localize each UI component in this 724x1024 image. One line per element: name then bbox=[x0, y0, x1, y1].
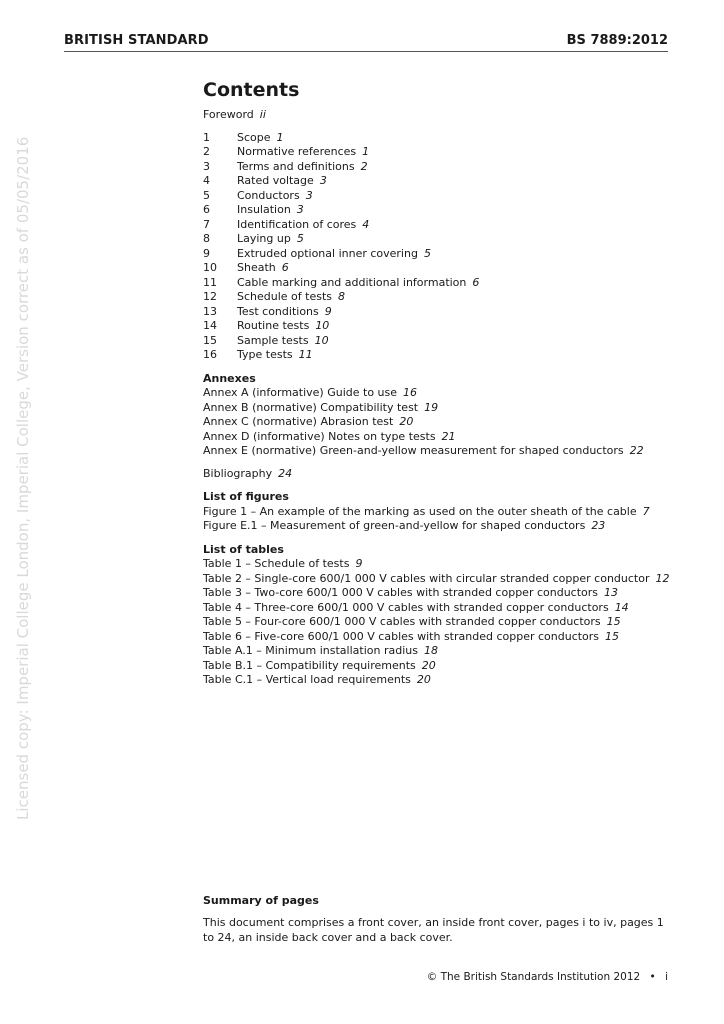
toc-entry-label: Table B.1 – Compatibility requirements bbox=[203, 658, 416, 672]
toc-entry-label: Table 1 – Schedule of tests bbox=[203, 557, 350, 570]
toc-entry-label: Routine tests bbox=[237, 319, 310, 332]
toc-entry[interactable] bbox=[203, 290, 673, 305]
toc-entry-page: 13 bbox=[604, 586, 619, 599]
toc-entry-label: Normative references bbox=[237, 145, 357, 158]
toc-entry-label: Laying up bbox=[237, 232, 291, 245]
toc-entry-page: 3 bbox=[305, 188, 313, 202]
toc-entry[interactable] bbox=[203, 444, 673, 459]
toc-entry-label: Sheath bbox=[237, 261, 276, 274]
toc-entry[interactable] bbox=[203, 348, 673, 363]
toc-entry-page: 3 bbox=[319, 174, 327, 187]
toc-entry-page: 18 bbox=[423, 644, 438, 657]
toc-entry[interactable] bbox=[203, 415, 673, 430]
toc-entry-label: Test conditions bbox=[237, 304, 319, 318]
toc-clauses-list bbox=[203, 131, 673, 363]
toc-entry-label: Table A.1 – Minimum installation radius bbox=[203, 644, 418, 657]
toc-entry[interactable] bbox=[203, 160, 673, 175]
toc-entry-number: 1 bbox=[203, 130, 210, 144]
toc-entry-label: Terms and definitions bbox=[237, 159, 355, 173]
toc-entry[interactable] bbox=[203, 131, 673, 146]
toc-entry-label: Table 6 – Five-core 600/1 000 V cables with stranded copper conductors bbox=[203, 629, 600, 643]
running-header-right: BS 7889:2012 bbox=[566, 33, 668, 48]
toc-entry-page: 21 bbox=[441, 429, 456, 443]
toc-entry-label: Rated voltage bbox=[237, 174, 314, 187]
toc-entry-label: Schedule of tests bbox=[237, 290, 332, 303]
toc-entry-number: 2 bbox=[203, 145, 210, 158]
toc-entry-number: 12 bbox=[203, 290, 217, 303]
toc-entry-label: Scope bbox=[237, 130, 271, 144]
page-title: Contents bbox=[203, 79, 300, 101]
tables-heading: List of tables bbox=[203, 542, 284, 556]
toc-figures-list bbox=[203, 505, 673, 534]
toc-entry[interactable] bbox=[203, 276, 673, 291]
toc-annexes-list bbox=[203, 386, 673, 459]
toc-entry[interactable] bbox=[203, 519, 673, 534]
toc-entry-page: 4 bbox=[362, 217, 370, 231]
toc-entry-page: 9 bbox=[355, 557, 363, 570]
toc-entry-number: 16 bbox=[203, 348, 217, 361]
toc-entry[interactable] bbox=[203, 505, 673, 520]
toc-entry-label: Type tests bbox=[237, 348, 293, 361]
toc-entry-label: Extruded optional inner covering bbox=[237, 246, 418, 260]
toc-entry-label: Foreword bbox=[203, 108, 254, 121]
toc-entry-label: Sample tests bbox=[237, 333, 309, 347]
toc-entry[interactable] bbox=[203, 203, 673, 218]
toc-entry[interactable] bbox=[203, 586, 673, 601]
running-header-left: BRITISH STANDARD bbox=[64, 33, 209, 48]
toc-entry-page: 22 bbox=[629, 444, 644, 457]
toc-entry[interactable] bbox=[203, 601, 673, 616]
contents-section bbox=[203, 78, 673, 688]
toc-entry[interactable] bbox=[203, 673, 673, 688]
toc-entry-page: 7 bbox=[642, 504, 650, 518]
toc-entry-label: Annex B (normative) Compatibility test bbox=[203, 400, 419, 414]
toc-entry[interactable] bbox=[203, 401, 673, 416]
toc-entry-label: Figure 1 – An example of the marking as used on the outer sheath of the cable bbox=[203, 504, 637, 518]
toc-entry-page: 14 bbox=[614, 600, 629, 614]
toc-entry-page: 16 bbox=[403, 386, 418, 399]
toc-entry[interactable] bbox=[203, 305, 673, 320]
toc-entry-number: 10 bbox=[203, 261, 217, 274]
toc-entry[interactable] bbox=[203, 430, 673, 445]
toc-entry-label: Annex C (normative) Abrasion test bbox=[203, 415, 394, 428]
toc-entry[interactable] bbox=[203, 572, 673, 587]
toc-entry[interactable] bbox=[203, 659, 673, 674]
toc-entry-page: 20 bbox=[421, 658, 436, 672]
toc-entry-label: Annex E (normative) Green-and-yellow measurement for shaped conductors bbox=[203, 444, 624, 457]
summary-text: This document comprises a front cover, an inside front cover, pages i to iv, pages 1 to 24, an inside back cover and a back cover. bbox=[203, 916, 664, 944]
toc-entry-page: 9 bbox=[324, 304, 332, 318]
annexes-heading: Annexes bbox=[203, 371, 256, 385]
toc-entry[interactable] bbox=[203, 218, 673, 233]
toc-entry-label: Annex A (informative) Guide to use bbox=[203, 386, 398, 399]
toc-entry-number: 11 bbox=[203, 275, 217, 289]
toc-entry-label: Table C.1 – Vertical load requirements bbox=[203, 673, 411, 686]
toc-entry[interactable] bbox=[203, 261, 673, 276]
toc-entry-page: 2 bbox=[360, 159, 368, 173]
toc-entry-number: 8 bbox=[203, 232, 210, 245]
toc-entry-label: Table 2 – Single-core 600/1 000 V cables with circular stranded copper conductor bbox=[203, 571, 650, 585]
license-watermark: Licensed copy: Imperial College London, Imperial College, Version correct as of 05/05/2016 bbox=[14, 136, 32, 820]
toc-entry-page: 8 bbox=[338, 290, 345, 303]
toc-entry[interactable] bbox=[203, 557, 673, 572]
toc-entry-page: 10 bbox=[315, 319, 330, 332]
toc-entry-label: Insulation bbox=[237, 203, 291, 216]
toc-entry-label: Bibliography bbox=[203, 466, 273, 480]
toc-entry-number: 15 bbox=[203, 333, 217, 347]
toc-entry-page: 19 bbox=[424, 400, 439, 414]
toc-entry[interactable] bbox=[203, 644, 673, 659]
page-footer bbox=[427, 971, 668, 983]
toc-entry-page: 5 bbox=[296, 232, 304, 245]
toc-entry-page: 20 bbox=[416, 673, 431, 686]
toc-foreword[interactable] bbox=[203, 108, 673, 123]
copyright-text: © The British Standards Institution 2012 bbox=[426, 971, 641, 983]
toc-entry-number: 5 bbox=[203, 188, 210, 202]
toc-entry-page: 1 bbox=[362, 145, 370, 158]
toc-entry-number: 3 bbox=[203, 159, 210, 173]
toc-entry-label: Cable marking and additional information bbox=[237, 275, 467, 289]
toc-entry-number: 7 bbox=[203, 217, 210, 231]
toc-entry-page: 1 bbox=[276, 130, 284, 144]
summary-heading: Summary of pages bbox=[203, 894, 319, 907]
toc-entry-page: 10 bbox=[314, 333, 329, 347]
toc-entry-number: 9 bbox=[203, 246, 210, 260]
toc-entry-label: Figure E.1 – Measurement of green-and-yellow for shaped conductors bbox=[203, 519, 586, 532]
toc-entry-page: 15 bbox=[605, 629, 620, 643]
toc-entry-page: 20 bbox=[399, 415, 414, 428]
toc-entry-number: 13 bbox=[203, 304, 217, 318]
toc-entry-page: ii bbox=[259, 108, 266, 121]
toc-entry-label: Table 4 – Three-core 600/1 000 V cables with stranded copper conductors bbox=[203, 600, 609, 614]
toc-entry-label: Table 5 – Four-core 600/1 000 V cables with stranded copper conductors bbox=[203, 615, 601, 628]
toc-entry-page: 5 bbox=[423, 246, 431, 260]
toc-entry-page: 12 bbox=[655, 571, 670, 585]
toc-entry-number: 6 bbox=[203, 203, 210, 216]
toc-entry[interactable] bbox=[203, 386, 673, 401]
toc-entry-label: Table 3 – Two-core 600/1 000 V cables with stranded copper conductors bbox=[203, 586, 599, 599]
toc-entry-label: Conductors bbox=[237, 188, 300, 202]
toc-entry-page: 11 bbox=[298, 348, 313, 361]
toc-entry-page: 3 bbox=[296, 203, 304, 216]
toc-entry-page: 15 bbox=[606, 615, 621, 628]
toc-entry-page: 6 bbox=[281, 261, 289, 274]
toc-bibliography[interactable] bbox=[203, 467, 673, 482]
toc-tables-list bbox=[203, 557, 673, 688]
toc-entry-number: 4 bbox=[203, 174, 210, 187]
toc-entry-label: Identification of cores bbox=[237, 217, 357, 231]
toc-entry-page: 24 bbox=[278, 466, 293, 480]
toc-entry[interactable] bbox=[203, 334, 673, 349]
toc-entry[interactable] bbox=[203, 145, 673, 160]
toc-entry[interactable] bbox=[203, 232, 673, 247]
toc-entry[interactable] bbox=[203, 247, 673, 262]
toc-entry-label: Annex D (informative) Notes on type tests bbox=[203, 429, 436, 443]
toc-entry-number: 14 bbox=[203, 319, 217, 332]
toc-entry-page: 6 bbox=[472, 275, 480, 289]
toc-entry[interactable] bbox=[203, 319, 673, 334]
figures-heading: List of figures bbox=[203, 490, 289, 503]
toc-entry[interactable] bbox=[203, 615, 673, 630]
summary-of-pages bbox=[203, 893, 673, 945]
toc-entry[interactable] bbox=[203, 189, 673, 204]
page-number: i bbox=[665, 971, 668, 983]
header-rule bbox=[64, 51, 668, 52]
toc-entry-page: 23 bbox=[591, 519, 606, 532]
footer-bullet: • bbox=[649, 971, 656, 983]
toc-entry[interactable] bbox=[203, 174, 673, 189]
toc-entry[interactable] bbox=[203, 630, 673, 645]
